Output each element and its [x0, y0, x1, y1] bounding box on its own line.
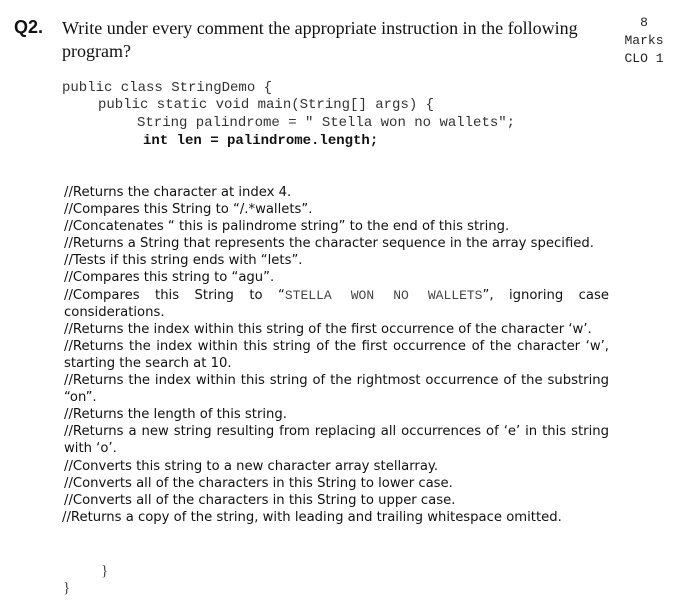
- code-main-declaration: public static void main(String[] args) {: [98, 97, 435, 113]
- comment-line: //Compares this String to “/.*wallets”.: [64, 202, 313, 218]
- comment-line: //Compares this string to “agu”.: [64, 270, 275, 286]
- comment-line: //Returns the index within this string of the rightmost occurrence of the substring “on”.: [64, 373, 609, 406]
- closing-brace-class: }: [63, 580, 71, 596]
- code-palindrome-declaration: String palindrome = " Stella won no wallets";: [137, 115, 516, 131]
- comment-text: ”, ignoring case considerations.: [64, 287, 610, 320]
- closing-brace-method: }: [101, 563, 109, 579]
- question-text: Write under every comment the appropriate instruction in the following program?: [62, 18, 578, 61]
- comment-line: //Converts this string to a new character array stellarray.: [64, 458, 439, 474]
- comment-text: //Compares this String to “: [64, 287, 285, 303]
- comment-line: //Returns a String that represents the character sequence in the array specified.: [64, 236, 594, 252]
- question-number: Q2.: [14, 17, 44, 37]
- comment-line: //Returns a copy of the string, with leading and trailing whitespace omitted.: [62, 509, 562, 525]
- clo-label: CLO 1: [624, 51, 664, 66]
- comment-line: [64, 287, 609, 321]
- code-length-declaration: int len = palindrome.length;: [143, 133, 379, 149]
- comment-list: [64, 184, 609, 526]
- comment-line: //Converts all of the characters in this String to upper case.: [64, 492, 456, 508]
- comment-line: //Concatenates “ this is palindrome string” to the end of this string.: [64, 219, 510, 235]
- comment-line: //Returns the index within this string of the first occurrence of the character ‘w’, starting the search at 10.: [64, 338, 609, 371]
- marks-box: [612, 14, 676, 68]
- comment-line: //Returns the character at index 4.: [64, 185, 292, 200]
- comment-line: //Returns the length of this string.: [64, 407, 287, 423]
- comment-line: //Converts all of the characters in this String to lower case.: [64, 475, 453, 491]
- comment-code-text: STELLA WON NO WALLETS: [284, 287, 483, 303]
- comment-line: //Returns a new string resulting from replacing all occurrences of ‘e’ in this string with ‘o’.: [64, 424, 609, 457]
- code-class-declaration: public class StringDemo {: [62, 80, 273, 96]
- marks-label: Marks: [624, 33, 664, 48]
- comment-line: //Tests if this string ends with “lets”.: [64, 253, 303, 269]
- marks-value: 8: [640, 15, 648, 30]
- comment-line: //Returns the index within this string of the first occurrence of the character ‘w’.: [64, 321, 592, 337]
